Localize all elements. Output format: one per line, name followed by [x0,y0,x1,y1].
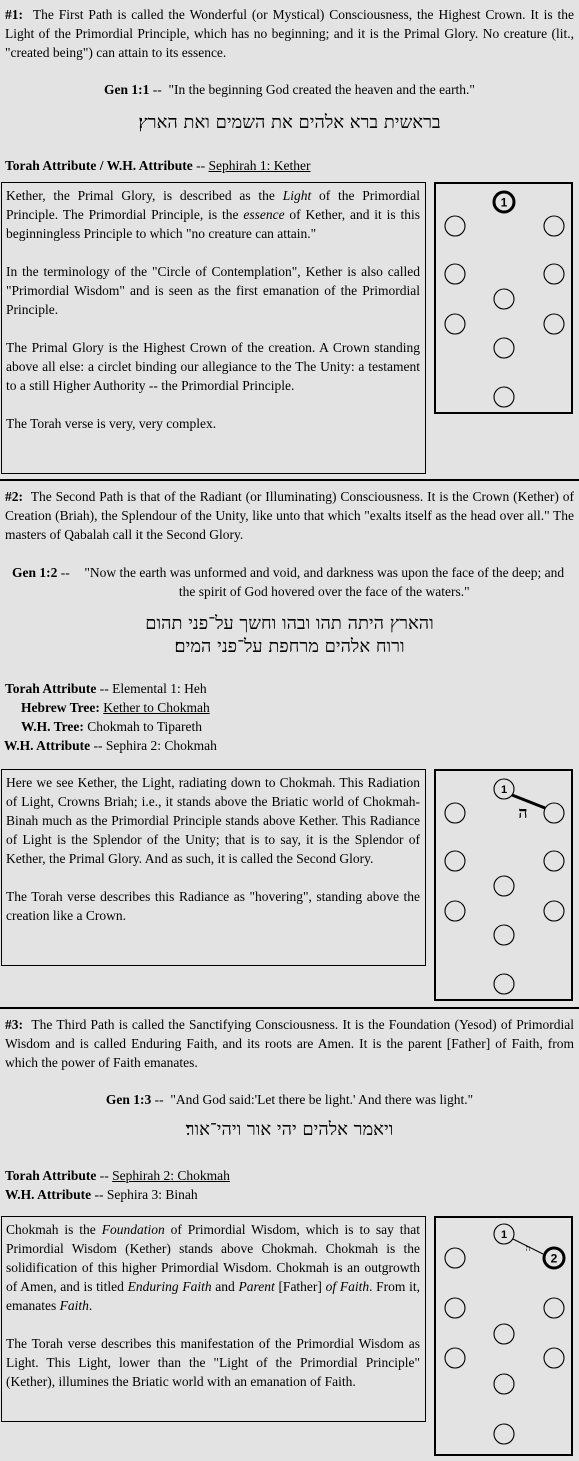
path3-wh-value: Sephira 3: Binah [106,1187,198,1202]
path1-box-para1: Kether, the Primal Glory, is described as the Light of the Primordial Principle. The Primordial Principle, is the essence of Kether, and it is this beginningless Principle to which "no creature can attain." [6,188,421,241]
section-divider [0,1007,579,1009]
sephirah-circle [544,803,564,823]
sephirah-circle [544,264,564,284]
path3-hebrew: ויאמר אלהים יהי אור ויהי־אור׃ [185,1119,394,1140]
heh-letter: ה [518,803,528,822]
path3-verse-text: "And God said:'Let there be light.' And there was light." [170,1092,474,1107]
path1-verse-text: "In the beginning God created the heaven and the earth." [168,82,475,97]
sephirah-circle [544,851,564,871]
path2-commentary-box [1,769,426,966]
path3-text: The Third Path is called the Sanctifying Consciousness. It is the Foundation (Yesod) of Primordial Wisdom and is called Enduring Faith, and its roots are Amen. It is the parent [Father] of Faith, from which the power of Faith emanates. [5,1017,575,1070]
path2-attributes: Torah Attribute -- Elemental 1: Heh Hebrew Tree: Kether to Chokmah W.H. Tree: Chokmah to Tipareth W.H. Attribute -- Sephira 2: Chokmah [4,681,217,753]
path2-box-para2: The Torah verse describes this Radiance as "hovering", standing above the creation like a Crown. [6,889,420,923]
path1-tree-diagram [434,182,573,414]
path1-box-para4: The Torah verse is very, very complex. [6,416,217,431]
sephirah-circle [445,901,465,921]
sephirah-circle [544,901,564,921]
sephirah-circle [494,1374,514,1394]
sephirah-circle [494,925,514,945]
sephirah-circle [494,974,514,994]
path2-description [5,487,574,544]
path1-verse: Gen 1:1 -- "In the beginning God created the heaven and the earth." [104,82,475,97]
sephirah-circle [445,803,465,823]
sephirah-circle [494,338,514,358]
path3-commentary-box [1,1216,426,1422]
kether-number: 1 [500,195,508,210]
sephirah-circle [445,216,465,236]
path2-verse: Gen 1:2 -- "Now the earth was unformed and void, and darkness was upon the face of the deep; and the spirit of God hovered over the face of the waters." [12,563,572,601]
kether-number: 1 [500,784,508,796]
heh-letter: ה [525,1244,531,1253]
kether-number: 1 [500,1229,508,1241]
path2-number: #2: [5,489,23,504]
path1-description [5,5,574,62]
sephirah-circle [494,1324,514,1344]
path2-wh-tree-value: Chokmah to Tipareth [87,719,203,734]
path1-box-para3: The Primal Glory is the Highest Crown of the creation. A Crown standing above all else: a circlet binding our allegiance to the The Unity: a testament to a still Higher Authority -- the Primordial Principle. [6,340,420,393]
section-divider [0,479,579,481]
sephirah-circle [445,264,465,284]
path1-box-para2: In the terminology of the "Circle of Contemplation", Kether is also called "Primordial Wisdom" and is seen as the first emanation of the Primordial Principle. [6,264,420,317]
path3-attributes: Torah Attribute -- Sephirah 2: Chokmah W.H. Attribute -- Sephira 3: Binah [5,1168,230,1202]
sephirah-circle [445,1248,465,1268]
path3-box-para2: The Torah verse describes this manifestation of the Primordial Wisdom as Light. This Light, lower than the "Light of the Primordial Principle" (Kether), illumines the Briatic world with an emanation of Faith. [6,1336,420,1389]
sephirah-circle [445,1298,465,1318]
sephirah-circle [544,314,564,334]
path1-hebrew: בראשית ברא אלהים את השמים ואת הארץ׃ [138,112,441,133]
path2-torah-value: Elemental 1: Heh [112,681,207,696]
path3-tree-diagram [434,1216,573,1456]
path3-torah-value: Sephirah 2: Chokmah [112,1168,230,1183]
path1-number: #1: [5,7,23,22]
path1-text: The First Path is called the Wonderful (or Mystical) Consciousness, the Highest Crown. It is the Light of the Primordial Principle, which has no beginning; and it is the Primal Glory. No creature (lit., "created being") can attain to its essence. [5,7,574,60]
path3-verse: Gen 1:3 -- "And God said:'Let there be light.' And there was light." [105,1092,474,1107]
path2-text: The Second Path is that of the Radiant (or Illuminating) Consciousness. It is the Crown (Kether) of Creation (Briah), the Splendour of the Unity, like unto that which "exalts itself as the head over all." The masters of Qabalah call it the Second Glory. [5,489,574,542]
path2-verse-text: "Now the earth was unformed and void, and darkness was upon the face of the deep; and the spirit of God hovered over the face of the waters." [84,565,565,599]
sephirah-circle [494,289,514,309]
path1-attribute-value: Sephirah 1: Kether [208,158,311,173]
sephirah-circle [494,1424,514,1444]
sephirah-circle [445,314,465,334]
sephirah-circle [544,1298,564,1318]
sephirah-circle [494,387,514,407]
chokmah-number: 2 [550,1251,558,1266]
path1-commentary-box [1,182,426,474]
path1-attribute: Torah Attribute / W.H. Attribute -- Sephirah 1: Kether [5,158,311,173]
path1-verse-ref: Gen 1:1 [104,82,150,97]
path2-verse-ref: Gen 1:2 [12,565,58,580]
path2-hebrew-tree-value: Kether to Chokmah [103,700,210,715]
sephirah-circle [544,216,564,236]
path3-description [5,1015,574,1072]
path3-verse-ref: Gen 1:3 [105,1092,152,1107]
path2-box-para1: Here we see Kether, the Light, radiating down to Chokmah. This Radiation of Light, Crowns Briah; i.e., it stands above the Briatic world of Chokmah-Binah much as the Primordial Principle stands above Kether. This Radiance of Light is the Splendor of the Unity; that is to say, it is the Splendor of Kether, the Primal Glory. And as such, it is called the Second Glory. [6,775,420,866]
path2-wh-value: Sephira 2: Chokmah [105,738,217,753]
sephirah-circle [544,1348,564,1368]
path3-box-para1: Chokmah is the Foundation of Primordial Wisdom, which is to say that Primordial Wisdom (Kether) stands above Chokmah. Chokmah is the solidification of this higher Primordial Wisdom. Chokmah is an outgrowth of Amen, and is titled Enduring Faith and Parent [Father] of Faith. From it, emanates Faith. [6,1222,420,1313]
sephirah-circle [494,876,514,896]
sephirah-circle [445,1348,465,1368]
path-line-kether-chokmah [512,795,545,808]
path2-hebrew-line2: ורוח אלהים מרחפת על־פני המים׃ [174,636,405,657]
path2-tree-diagram [434,769,573,1001]
sephirah-circle [445,851,465,871]
path3-number: #3: [5,1017,23,1032]
path2-hebrew-line1: והארץ היתה תהו ובהו וחשך על־פני תהום [145,613,434,634]
